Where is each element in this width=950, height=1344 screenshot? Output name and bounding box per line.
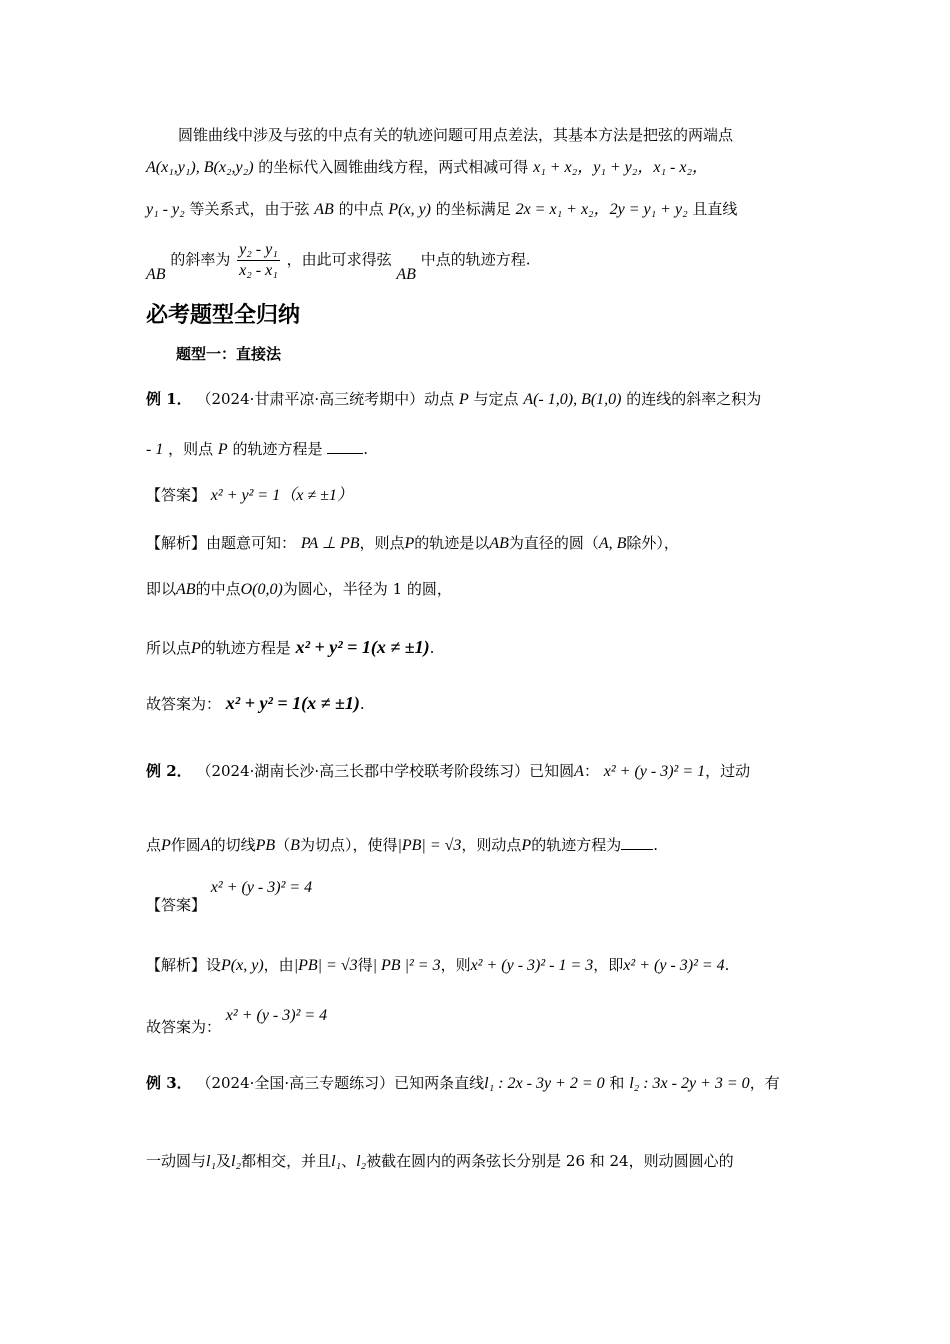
analysis-text: 得 xyxy=(357,956,373,974)
ex2-line-1 xyxy=(146,760,806,783)
analysis-text: 的轨迹是以 xyxy=(414,534,490,552)
answer-label: 【答案】 xyxy=(146,486,207,504)
type-title: 题型一：直接法 xyxy=(176,345,282,363)
intro-text: 的坐标满足 xyxy=(435,200,511,218)
math-equation: x² + y² = 1(x ≠ ±1) xyxy=(295,637,430,657)
example-text: 一动圆与 xyxy=(146,1152,207,1170)
math: l₂ xyxy=(356,1153,367,1170)
analysis-text: ，由 xyxy=(263,956,294,974)
math: 2x = x₁ + x₂，2y = y₁ + y₂ xyxy=(515,201,688,218)
intro-text: 等关系式，由于弦 xyxy=(189,200,310,218)
section-title: 必考题型全归纳 xyxy=(146,303,301,328)
ex1-analysis-1 xyxy=(146,532,806,555)
math: P xyxy=(458,391,469,408)
ex1-analysis-3 xyxy=(146,636,806,660)
punct: . xyxy=(653,836,658,854)
math: AB xyxy=(146,265,166,283)
analysis-text: 为圆心，半径为 1 的圆， xyxy=(282,580,452,598)
math: l₁ xyxy=(331,1153,342,1170)
example-label: 例 3． xyxy=(146,1074,192,1092)
example-text: 和 xyxy=(609,1074,625,1092)
example-text: 作圆 xyxy=(170,836,201,854)
answer-math: x² + y² = 1（x ≠ ±1） xyxy=(210,487,353,504)
math-endpoints: A(x₁,y₁), B(x₂,y₂) xyxy=(146,159,254,176)
example-text: 为切点），使得 xyxy=(299,836,398,854)
analysis-label: 【解析】 xyxy=(146,956,207,974)
example-text: 点 xyxy=(146,836,162,854)
example-text: （2024·甘肃平凉·高三统考期中）动点 xyxy=(196,390,455,408)
math: l₁ xyxy=(206,1153,217,1170)
math: l₂ : 3x - 2y + 3 = 0 xyxy=(629,1075,750,1092)
example-text: ，有 xyxy=(749,1074,780,1092)
analysis-text: 的轨迹方程是 xyxy=(200,639,291,657)
intro-line-1 xyxy=(178,124,838,146)
ex1-final xyxy=(146,692,806,715)
ex3-line-2 xyxy=(146,1150,806,1173)
punct: ： xyxy=(583,762,599,780)
math: A xyxy=(574,763,584,780)
math: l₁ : 2x - 3y + 2 = 0 xyxy=(484,1075,605,1092)
math-sums: x₁ + x₂，y₁ + y₂，x₁ - x₂， xyxy=(533,159,709,176)
analysis-text: 为直径的圆（ xyxy=(508,534,599,552)
math: P xyxy=(161,837,171,854)
math: B xyxy=(290,837,300,854)
ex1-analysis-2 xyxy=(146,578,806,601)
analysis-text: 由题意可知： xyxy=(206,534,297,552)
analysis-text: 的中点 xyxy=(195,580,241,598)
punct: . xyxy=(359,695,365,713)
analysis-text: 所以点 xyxy=(146,639,192,657)
math: P xyxy=(404,535,415,552)
example-text: 、 xyxy=(341,1152,357,1170)
ex1-line-2 xyxy=(146,438,806,461)
intro-text: 的坐标代入圆锥曲线方程，两式相减可得 xyxy=(258,158,529,176)
answer-blank xyxy=(621,835,653,850)
ex3-line-1 xyxy=(146,1072,806,1095)
analysis-label: 【解析】 xyxy=(146,534,207,552)
math: P xyxy=(217,441,228,458)
example-text: （ xyxy=(275,836,291,854)
intro-text: 的斜率为 xyxy=(170,250,231,269)
example-label: 例 2． xyxy=(146,762,192,780)
example-text: 与定点 xyxy=(473,390,519,408)
math: A, B xyxy=(598,535,627,552)
math: P(x, y) xyxy=(388,201,431,218)
example-text: 的轨迹方程是 xyxy=(232,440,323,458)
example-label: 例 1． xyxy=(146,390,192,408)
math: - 1 xyxy=(146,441,164,458)
analysis-text: 除外）， xyxy=(626,534,679,552)
math: |PB| = √3 xyxy=(293,957,358,974)
example-text: 被截在圆内的两条弦长分别是 26 和 24，则动圆圆心的 xyxy=(366,1152,734,1170)
math: AB xyxy=(396,265,416,283)
math: O(0,0) xyxy=(240,581,283,598)
example-text: （2024·全国·高三专题练习）已知两条直线 xyxy=(196,1074,485,1092)
math: P xyxy=(191,640,201,657)
punct: . xyxy=(363,440,369,458)
math-equation: x² + y² = 1(x ≠ ±1) xyxy=(225,693,360,713)
intro-line-3 xyxy=(146,198,806,221)
math: PB xyxy=(255,837,276,854)
example-text: 的切线 xyxy=(210,836,256,854)
example-text: 的连线的斜率之积为 xyxy=(626,390,762,408)
intro-line-2 xyxy=(146,156,806,179)
example-text: 及 xyxy=(216,1152,232,1170)
example-text: ，则动点 xyxy=(461,836,522,854)
analysis-text: ，即 xyxy=(593,956,624,974)
intro-text: 中点的轨迹方程. xyxy=(420,250,531,269)
fraction-denominator: x₂ - x₁ xyxy=(239,262,278,279)
answer-label: 【答案】 xyxy=(146,896,207,914)
ex1-line-1 xyxy=(146,388,806,411)
slope-fraction xyxy=(237,240,280,281)
example-text: （2024·湖南长沙·高三长郡中学校联考阶段练习）已知圆 xyxy=(196,762,575,780)
math: x² + (y - 3)² - 1 = 3 xyxy=(470,957,594,974)
analysis-text: 设 xyxy=(206,956,222,974)
math: A(- 1,0), B(1,0) xyxy=(523,391,622,408)
math: AB xyxy=(314,201,334,218)
example-text: ，过动 xyxy=(705,762,751,780)
intro-text: 且直线 xyxy=(692,200,738,218)
math: AB xyxy=(489,535,509,552)
ex2-line-2 xyxy=(146,834,806,857)
ex2-answer xyxy=(146,879,806,914)
analysis-text: 故答案为： xyxy=(146,1018,222,1036)
math: x² + (y - 3)² = 4 xyxy=(623,957,725,974)
ex2-analysis xyxy=(146,954,806,977)
example-text: ，则点 xyxy=(168,440,214,458)
ex1-answer xyxy=(146,484,806,507)
intro-text: 圆锥曲线中涉及与弦的中点有关的轨迹问题可用点差法，其基本方法是把弦的两端点 xyxy=(178,126,734,144)
math: | PB |² = 3 xyxy=(372,957,441,974)
math: y₁ - y₂ xyxy=(146,201,185,218)
punct: . xyxy=(429,639,435,657)
math: PA ⊥ PB xyxy=(300,535,360,552)
punct: . xyxy=(724,956,730,974)
math: P(x, y) xyxy=(221,957,264,974)
analysis-text: ，则 xyxy=(440,956,471,974)
ex2-final xyxy=(146,1007,806,1036)
intro-text: 的中点 xyxy=(338,200,384,218)
answer-math: x² + (y - 3)² = 4 xyxy=(210,879,313,896)
math: |PB| = √3 xyxy=(397,837,462,854)
math: x² + (y - 3)² = 1 xyxy=(603,763,706,780)
analysis-text: 故答案为： xyxy=(146,695,222,713)
math: x² + (y - 3)² = 4 xyxy=(225,1007,328,1024)
math: l₂ xyxy=(231,1153,242,1170)
answer-blank xyxy=(327,439,363,454)
math: AB xyxy=(176,581,196,598)
example-text: 的轨迹方程为 xyxy=(531,836,622,854)
math: A xyxy=(200,837,211,854)
intro-text: ，由此可求得弦 xyxy=(286,250,392,269)
example-text: 都相交，并且 xyxy=(241,1152,332,1170)
fraction-numerator: y₂ - y₁ xyxy=(237,240,280,261)
analysis-text: ，则点 xyxy=(359,534,405,552)
intro-line-4 xyxy=(146,240,806,281)
analysis-text: 即以 xyxy=(146,580,177,598)
math: P xyxy=(521,837,532,854)
